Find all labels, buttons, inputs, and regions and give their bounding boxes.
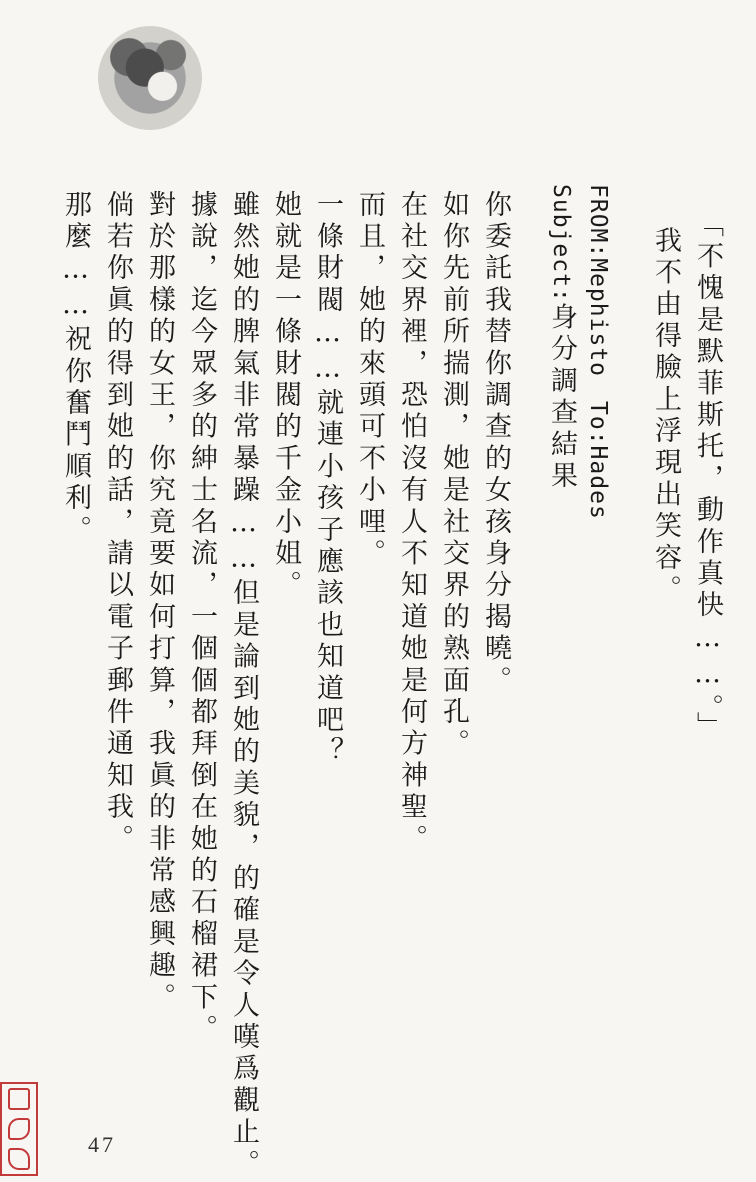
email-body-line: 對於那樣的女王，你究竟要如何打算，我眞的非常感興趣。 [144,190,175,1015]
email-body-line: 據說，迄今眾多的紳士名流，一個個都拜倒在她的石榴裙下。 [186,190,217,1046]
email-body-line: 那麼……祝你奮鬥順利。 [60,190,91,547]
dialogue-line: 「不愧是默菲斯托，動作真快……。」 [692,210,723,744]
email-body-line: 倘若你眞的得到她的話，請以電子郵件通知我。 [102,190,133,856]
page-number: 47 [88,1132,116,1157]
email-body-line: 雖然她的脾氣非常暴躁……但是論到她的美貌，的確是令人嘆爲觀止。 [228,190,259,1181]
email-body-line: 如你先前所揣測，她是社交界的熟面孔。 [438,190,469,761]
email-body-line: 一條財閥……就連小孩子應該也知道吧？ [312,190,343,769]
narration-line: 我不由得臉上浮現出笑容。 [650,226,681,607]
email-subject [548,184,575,493]
email-subject-value: 身分調查結果 [546,302,577,493]
email-from-to [586,184,609,520]
email-body-line: 而且，她的來頭可不小哩。 [354,190,385,571]
seal-glyph-icon [8,1118,30,1140]
email-to: To:Hades [585,401,611,520]
email-body-line: 你委託我替你調查的女孩身分揭曉。 [480,190,511,698]
email-body-line: 在社交界裡，恐怕沒有人不知道她是何方神聖。 [396,190,427,856]
email-from: FROM:Mephisto [585,184,611,378]
email-subject-label: Subject: [548,184,574,303]
vignette-portrait-icon [98,26,202,130]
seal-glyph-icon [8,1088,30,1110]
seal-stamp-icon [0,1082,38,1176]
seal-glyph-icon [8,1148,30,1170]
email-body-line: 她就是一條財閥的千金小姐。 [270,190,301,603]
